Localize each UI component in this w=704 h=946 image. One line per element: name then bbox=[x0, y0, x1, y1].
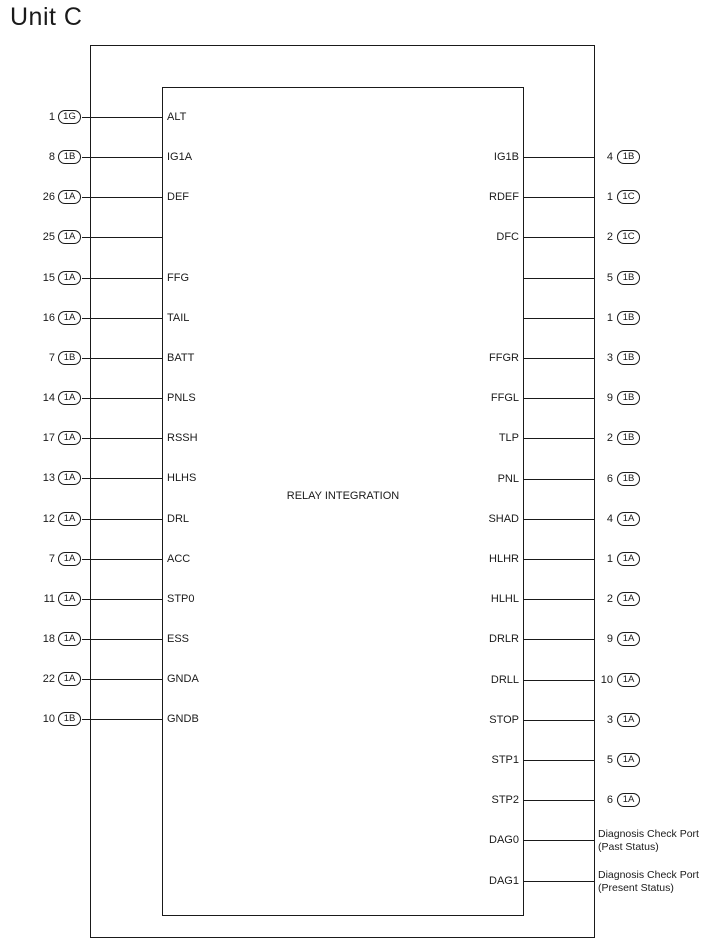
pin-signal-label: FFGL bbox=[490, 392, 519, 404]
connector-badge: 1A bbox=[617, 753, 640, 767]
pin-number: 12 bbox=[42, 513, 55, 525]
pin-signal-label: TLP bbox=[498, 432, 519, 444]
pin-line bbox=[82, 117, 162, 118]
pin-number: 3 bbox=[606, 714, 613, 726]
relay-integration-label: RELAY INTEGRATION bbox=[286, 490, 400, 502]
pin-line bbox=[82, 237, 162, 238]
pin-signal-label: BATT bbox=[167, 352, 195, 364]
diagnosis-port-label: Diagnosis Check Port bbox=[598, 828, 699, 840]
connector-badge: 1A bbox=[58, 230, 81, 244]
pin-number: 2 bbox=[606, 231, 613, 243]
pin-signal-label: DEF bbox=[167, 191, 189, 203]
pin-line bbox=[82, 478, 162, 479]
pin-number: 11 bbox=[43, 593, 55, 605]
pin-line bbox=[82, 398, 162, 399]
connector-badge: 1B bbox=[58, 351, 81, 365]
pin-signal-label: DAG0 bbox=[489, 834, 519, 846]
pin-number: 17 bbox=[42, 432, 55, 444]
connector-badge: 1A bbox=[58, 271, 81, 285]
pin-number: 5 bbox=[606, 272, 613, 284]
connector-badge: 1A bbox=[617, 793, 640, 807]
diagnosis-port-label: Diagnosis Check Port bbox=[598, 869, 699, 881]
pin-line bbox=[82, 639, 162, 640]
pin-number: 22 bbox=[42, 673, 55, 685]
pin-line bbox=[82, 318, 162, 319]
pin-number: 10 bbox=[42, 713, 55, 725]
pin-number: 26 bbox=[42, 191, 55, 203]
connector-badge: 1A bbox=[617, 632, 640, 646]
pin-number: 14 bbox=[42, 392, 55, 404]
pin-line bbox=[523, 840, 595, 841]
pin-signal-label: RDEF bbox=[489, 191, 519, 203]
pin-number: 15 bbox=[42, 272, 55, 284]
connector-badge: 1C bbox=[617, 190, 640, 204]
pin-line bbox=[82, 197, 162, 198]
connector-badge: 1A bbox=[58, 190, 81, 204]
pin-signal-label: FFG bbox=[167, 272, 189, 284]
pin-number: 3 bbox=[606, 352, 613, 364]
connector-badge: 1A bbox=[58, 592, 81, 606]
pin-number: 1 bbox=[606, 553, 613, 565]
connector-badge: 1B bbox=[617, 472, 640, 486]
pin-line bbox=[82, 278, 162, 279]
pin-signal-label: ESS bbox=[167, 633, 190, 645]
pin-signal-label: STP0 bbox=[167, 593, 195, 605]
connector-badge: 1A bbox=[617, 673, 640, 687]
pin-line bbox=[82, 519, 162, 520]
connector-badge: 1A bbox=[58, 391, 81, 405]
pin-number: 9 bbox=[606, 392, 613, 404]
pin-signal-label: FFGR bbox=[489, 352, 519, 364]
connector-badge: 1A bbox=[617, 552, 640, 566]
pin-line bbox=[82, 358, 162, 359]
connector-badge: 1A bbox=[58, 512, 81, 526]
pin-number: 4 bbox=[606, 513, 613, 525]
diagnosis-port-label: (Present Status) bbox=[598, 882, 674, 894]
connector-badge: 1A bbox=[58, 311, 81, 325]
pin-line bbox=[82, 599, 162, 600]
pin-number: 4 bbox=[606, 151, 613, 163]
pin-number: 6 bbox=[606, 473, 613, 485]
pin-number: 1 bbox=[606, 191, 613, 203]
pin-signal-label: HLHS bbox=[167, 472, 197, 484]
connector-badge: 1B bbox=[617, 351, 640, 365]
pin-signal-label: HLHL bbox=[490, 593, 519, 605]
connector-badge: 1A bbox=[617, 512, 640, 526]
pin-signal-label: DFC bbox=[496, 231, 519, 243]
connector-badge: 1B bbox=[617, 271, 640, 285]
pin-line bbox=[82, 719, 162, 720]
pin-signal-label: IG1A bbox=[167, 151, 193, 163]
connector-badge: 1A bbox=[58, 471, 81, 485]
pin-signal-label: ALT bbox=[167, 111, 187, 123]
unit-title: Unit C bbox=[10, 3, 83, 31]
diagnosis-port-label: (Past Status) bbox=[598, 841, 659, 853]
pin-line bbox=[82, 679, 162, 680]
connector-badge: 1A bbox=[58, 552, 81, 566]
pin-number: 6 bbox=[606, 794, 613, 806]
connector-badge: 1A bbox=[58, 431, 81, 445]
pin-signal-label: STP2 bbox=[491, 794, 519, 806]
pin-signal-label: DRL bbox=[167, 513, 190, 525]
pin-number: 2 bbox=[606, 432, 613, 444]
connector-badge: 1A bbox=[617, 592, 640, 606]
pin-signal-label: STOP bbox=[489, 714, 519, 726]
connector-badge: 1B bbox=[58, 712, 81, 726]
pin-signal-label: IG1B bbox=[493, 151, 519, 163]
connector-badge: 1A bbox=[58, 672, 81, 686]
pin-line bbox=[82, 438, 162, 439]
pin-number: 16 bbox=[42, 312, 55, 324]
pin-number: 2 bbox=[606, 593, 613, 605]
pin-signal-label: STP1 bbox=[491, 754, 519, 766]
pin-number: 5 bbox=[606, 754, 613, 766]
pin-signal-label: DRLR bbox=[489, 633, 519, 645]
pin-number: 13 bbox=[42, 472, 55, 484]
pin-signal-label: GNDB bbox=[167, 713, 199, 725]
connector-badge: 1B bbox=[617, 150, 640, 164]
pin-signal-label: PNL bbox=[497, 473, 519, 485]
pin-number: 18 bbox=[42, 633, 55, 645]
pin-line bbox=[523, 881, 595, 882]
pin-signal-label: RSSH bbox=[167, 432, 198, 444]
pin-number: 25 bbox=[42, 231, 55, 243]
connector-badge: 1B bbox=[617, 431, 640, 445]
pin-signal-label: GNDA bbox=[167, 673, 199, 685]
pin-signal-label: DAG1 bbox=[489, 875, 519, 887]
pin-line bbox=[82, 559, 162, 560]
connector-badge: 1B bbox=[58, 150, 81, 164]
pin-line bbox=[82, 157, 162, 158]
pin-signal-label: DRLL bbox=[490, 674, 519, 686]
connector-badge: 1A bbox=[617, 713, 640, 727]
pin-number: 8 bbox=[48, 151, 55, 163]
connector-badge: 1C bbox=[617, 230, 640, 244]
pin-signal-label: SHAD bbox=[488, 513, 519, 525]
pin-number: 7 bbox=[48, 352, 55, 364]
connector-badge: 1B bbox=[617, 311, 640, 325]
connector-badge: 1B bbox=[617, 391, 640, 405]
pin-signal-label: HLHR bbox=[489, 553, 519, 565]
pin-signal-label: TAIL bbox=[167, 312, 190, 324]
pin-number: 10 bbox=[600, 674, 613, 686]
pin-signal-label: ACC bbox=[167, 553, 191, 565]
pin-signal-label: PNLS bbox=[167, 392, 196, 404]
pin-number: 1 bbox=[606, 312, 613, 324]
pin-number: 7 bbox=[48, 553, 55, 565]
pin-number: 1 bbox=[48, 111, 55, 123]
pin-number: 9 bbox=[606, 633, 613, 645]
connector-badge: 1G bbox=[58, 110, 81, 124]
connector-badge: 1A bbox=[58, 632, 81, 646]
